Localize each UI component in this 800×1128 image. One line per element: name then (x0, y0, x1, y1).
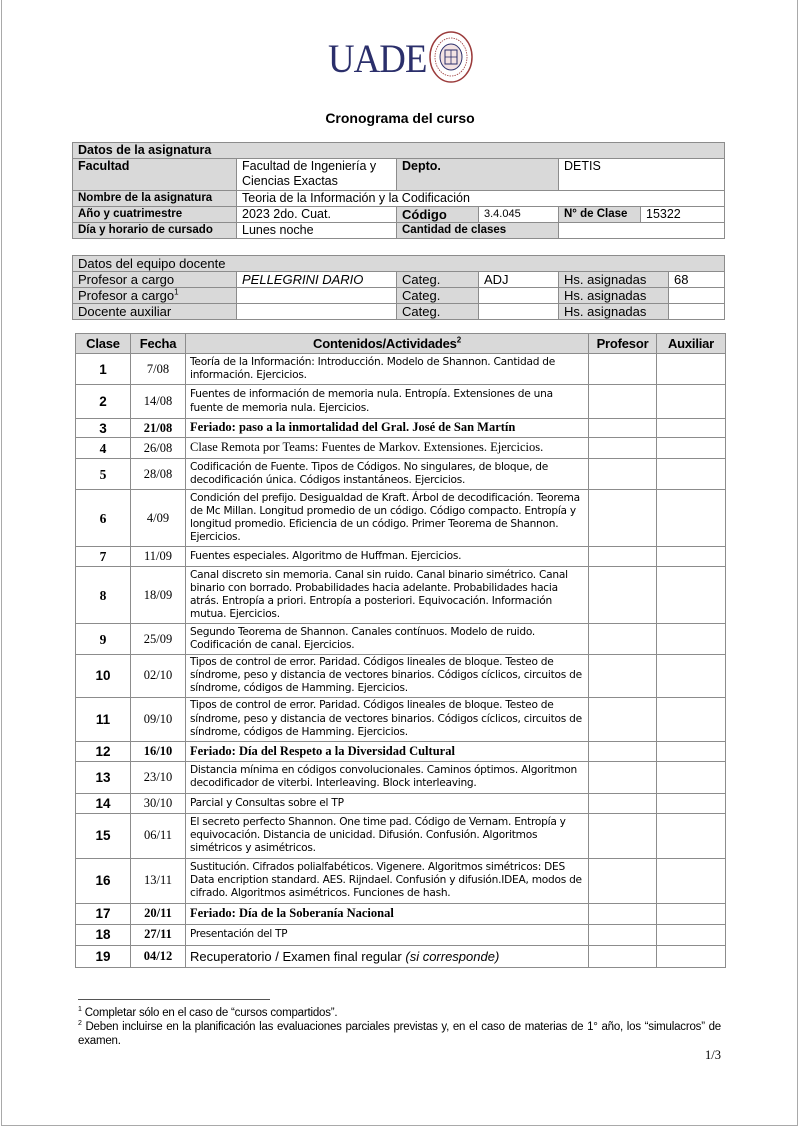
contenido-feriado: Feriado: Día de la Soberanía Nacional (186, 903, 589, 924)
table-row (76, 547, 726, 567)
categ-value (479, 304, 559, 320)
profesor-cell (589, 924, 657, 945)
contenido: Presentación del TP (186, 924, 589, 945)
hs-label: Hs. asignadas (559, 288, 669, 304)
footnote-1 (78, 1006, 721, 1020)
profesor-cell (589, 903, 657, 924)
categ-label: Categ. (397, 272, 479, 288)
table-row (76, 385, 726, 419)
profesor-cell (589, 813, 657, 858)
auxiliar-cell (657, 858, 726, 903)
fecha: 18/09 (131, 567, 186, 624)
hs-label: Hs. asignadas (559, 272, 669, 288)
contenido: Distancia mínima en códigos convolucionales. Caminos óptimos. Algoritmon decodificador de viterbi. Interleaving. Block interleaving. (186, 761, 589, 793)
auxiliar-cell (657, 697, 726, 741)
contenido: Fuentes especiales. Algoritmo de Huffman. Ejercicios. (186, 547, 589, 567)
col-header-contenidos-text: Contenidos/Actividades (313, 335, 457, 351)
profesor-cell (589, 547, 657, 567)
col-header-profesor: Profesor (589, 334, 657, 354)
footnote-mark: 1 (78, 1006, 82, 1014)
profesor-cell (589, 438, 657, 459)
equipo-docente-table (72, 255, 725, 320)
fecha: 11/09 (131, 547, 186, 567)
uade-logo (328, 28, 474, 88)
cantidad-label: Cantidad de clases (397, 223, 559, 239)
table-row (76, 903, 726, 924)
nombre-label: Nombre de la asignatura (73, 191, 237, 207)
categ-label: Categ. (397, 304, 479, 320)
contenido: El secreto perfecto Shannon. One time pad. Código de Vernam. Entropía y equivocación. Distancia de unicidad. Difusión. Confusión. Algoritmos simétricos y asimétricos. (186, 813, 589, 858)
fecha: 06/11 (131, 813, 186, 858)
contenido: Teoría de la Información: Introducción. Modelo de Shannon. Cantidad de información. Ejercicios. (186, 354, 589, 385)
profesor-cell (589, 385, 657, 419)
fecha: 28/08 (131, 459, 186, 490)
auxiliar-cell (657, 903, 726, 924)
profesor-cell (589, 459, 657, 490)
clase-number: 17 (76, 903, 131, 924)
profesor-cell (589, 419, 657, 438)
contenido-note: (si corresponde) (405, 948, 500, 964)
table-row (76, 438, 726, 459)
auxiliar-cell (657, 438, 726, 459)
dia-value: Lunes noche (237, 223, 397, 239)
codigo-value: 3.4.045 (479, 207, 559, 223)
university-seal-icon (428, 30, 474, 84)
profesor-cell (589, 490, 657, 547)
equipo-row (73, 272, 725, 288)
auxiliar-cell (657, 813, 726, 858)
auxiliar-cell (657, 741, 726, 761)
role-text: Profesor a cargo (78, 288, 175, 303)
fecha: 23/10 (131, 761, 186, 793)
page-title: Cronograma del curso (325, 110, 475, 126)
hs-value: 68 (669, 272, 725, 288)
table-row (76, 459, 726, 490)
table-row (76, 354, 726, 385)
contenido: Canal discreto sin memoria. Canal sin ruido. Canal binario simétrico. Canal binario con borrado. Probabilidades hacia adelante. Probabilidades hacia atrás. Entropía a priori. Entropía a posteriori. Equivocación. Información mutua. Ejercicios. (186, 567, 589, 624)
table-row (76, 567, 726, 624)
table-row (76, 858, 726, 903)
auxiliar-cell (657, 547, 726, 567)
teacher-name (237, 288, 397, 304)
table-row (76, 761, 726, 793)
table-row (76, 655, 726, 698)
table-row (76, 624, 726, 655)
fecha: 7/08 (131, 354, 186, 385)
footnote-separator (78, 999, 270, 1000)
contenido: Fuentes de información de memoria nula. Entropía. Extensiones de una fuente de memoria nula. Ejercicios. (186, 385, 589, 419)
contenido-feriado: Feriado: Día del Respeto a la Diversidad Cultural (186, 741, 589, 761)
footnote-text: Deben incluirse en la planificación las evaluaciones parciales previstas y, en el caso de materias de 1° año, los “simulacros” de examen. (78, 1021, 721, 1047)
footnote-mark: 2 (78, 1020, 82, 1028)
asignatura-section-title: Datos de la asignatura (73, 143, 725, 159)
table-row (76, 924, 726, 945)
table-row (76, 490, 726, 547)
footnote-ref: 2 (456, 335, 461, 345)
col-header-clase: Clase (76, 334, 131, 354)
equipo-section-title: Datos del equipo docente (73, 256, 725, 272)
contenido: Condición del prefijo. Desigualdad de Kraft. Árbol de decodificación. Teorema de Mc Millan. Longitud promedio de un código. Código compacto. Entropía y longitud promedio. Eficiencia de un código. Primer Teorema de Shannon. Ejercicios. (186, 490, 589, 547)
nclase-label: N° de Clase (559, 207, 641, 223)
profesor-cell (589, 945, 657, 967)
nclase-value: 15322 (641, 207, 725, 223)
facultad-value (237, 159, 397, 191)
contenido (186, 945, 589, 967)
logo-text: UADE (328, 35, 427, 81)
contenido: Sustitución. Cifrados polialfabéticos. Vigenere. Algoritmos simétricos: DES Data encription standard. AES. Rijndael. Confusión y difusión.IDEA, modos de cifrado. Algoritmos asimétricos. Funciones de hash. (186, 858, 589, 903)
profesor-cell (589, 761, 657, 793)
facultad-value-line2: Ciencias Exactas (242, 174, 338, 188)
clase-number: 5 (76, 459, 131, 490)
equipo-row (73, 288, 725, 304)
clase-number: 8 (76, 567, 131, 624)
clase-number: 18 (76, 924, 131, 945)
contenido-text: Recuperatorio / Examen final regular (190, 948, 402, 964)
footnote-ref: 1 (174, 287, 179, 297)
hs-label: Hs. asignadas (559, 304, 669, 320)
fecha: 21/08 (131, 419, 186, 438)
facultad-value-line1: Facultad de Ingeniería y (242, 159, 377, 173)
depto-label: Depto. (397, 159, 559, 191)
contenido: Segundo Teorema de Shannon. Canales contínuos. Modelo de ruido. Codificación de canal. Ejercicios. (186, 624, 589, 655)
fecha: 02/10 (131, 655, 186, 698)
auxiliar-cell (657, 924, 726, 945)
anio-label: Año y cuatrimestre (73, 207, 237, 223)
role-label: Profesor a cargo (73, 272, 237, 288)
nombre-value: Teoria de la Información y la Codificación (237, 191, 725, 207)
auxiliar-cell (657, 385, 726, 419)
fecha: 16/10 (131, 741, 186, 761)
teacher-name (237, 304, 397, 320)
clase-number: 11 (76, 697, 131, 741)
clase-number: 19 (76, 945, 131, 967)
cronograma-body (76, 354, 726, 968)
auxiliar-cell (657, 459, 726, 490)
contenido: Tipos de control de error. Paridad. Códigos lineales de bloque. Testeo de síndrome, peso y distancia de vectores binarios. Códigos cíclicos, circuitos de síndrome, códigos de Hamming. Ejercicios. (186, 697, 589, 741)
contenido-feriado: Feriado: paso a la inmortalidad del Gral. José de San Martín (186, 419, 589, 438)
clase-number: 9 (76, 624, 131, 655)
auxiliar-cell (657, 761, 726, 793)
clase-number: 10 (76, 655, 131, 698)
cronograma-table (75, 333, 726, 968)
hs-value (669, 288, 725, 304)
fecha: 27/11 (131, 924, 186, 945)
clase-number: 13 (76, 761, 131, 793)
profesor-cell (589, 655, 657, 698)
profesor-cell (589, 697, 657, 741)
auxiliar-cell (657, 354, 726, 385)
profesor-cell (589, 624, 657, 655)
col-header-fecha: Fecha (131, 334, 186, 354)
categ-value: ADJ (479, 272, 559, 288)
profesor-cell (589, 567, 657, 624)
footnote-2 (78, 1020, 721, 1048)
clase-number: 7 (76, 547, 131, 567)
footnote-text: Completar sólo en el caso de “cursos compartidos”. (81, 1007, 338, 1019)
contenido: Codificación de Fuente. Tipos de Códigos. No singulares, de bloque, de decodificación única. Códigos instantáneos. Ejercicios. (186, 459, 589, 490)
equipo-row (73, 304, 725, 320)
fecha: 4/09 (131, 490, 186, 547)
auxiliar-cell (657, 567, 726, 624)
clase-number: 6 (76, 490, 131, 547)
clase-number: 4 (76, 438, 131, 459)
clase-number: 16 (76, 858, 131, 903)
auxiliar-cell (657, 655, 726, 698)
clase-number: 12 (76, 741, 131, 761)
table-row (76, 697, 726, 741)
table-row (76, 793, 726, 813)
depto-value: DETIS (559, 159, 725, 191)
asignatura-table (72, 142, 725, 239)
fecha: 25/09 (131, 624, 186, 655)
table-row (76, 945, 726, 967)
col-header-contenidos (186, 334, 589, 354)
dia-label: Día y horario de cursado (73, 223, 237, 239)
fecha: 30/10 (131, 793, 186, 813)
role-label: Docente auxiliar (73, 304, 237, 320)
fecha: 13/11 (131, 858, 186, 903)
contenido: Clase Remota por Teams: Fuentes de Markov. Extensiones. Ejercicios. (186, 438, 589, 459)
clase-number: 14 (76, 793, 131, 813)
auxiliar-cell (657, 793, 726, 813)
cantidad-value (559, 223, 725, 239)
codigo-label: Código (397, 207, 479, 223)
clase-number: 3 (76, 419, 131, 438)
categ-label: Categ. (397, 288, 479, 304)
col-header-auxiliar: Auxiliar (657, 334, 726, 354)
profesor-cell (589, 354, 657, 385)
fecha: 26/08 (131, 438, 186, 459)
profesor-cell (589, 858, 657, 903)
clase-number: 2 (76, 385, 131, 419)
page-number: 1/3 (705, 1048, 721, 1062)
fecha: 14/08 (131, 385, 186, 419)
fecha: 20/11 (131, 903, 186, 924)
contenido: Parcial y Consultas sobre el TP (186, 793, 589, 813)
role-label (73, 288, 237, 304)
clase-number: 15 (76, 813, 131, 858)
facultad-label: Facultad (73, 159, 237, 191)
table-row (76, 741, 726, 761)
auxiliar-cell (657, 419, 726, 438)
auxiliar-cell (657, 624, 726, 655)
anio-value: 2023 2do. Cuat. (237, 207, 397, 223)
categ-value (479, 288, 559, 304)
teacher-name: PELLEGRINI DARIO (237, 272, 397, 288)
auxiliar-cell (657, 490, 726, 547)
contenido: Tipos de control de error. Paridad. Códigos lineales de bloque. Testeo de síndrome, peso y distancia de vectores binarios. Códigos cíclicos, circuitos de síndrome, códigos de Hamming. Ejercicios. (186, 655, 589, 698)
profesor-cell (589, 741, 657, 761)
fecha: 04/12 (131, 945, 186, 967)
clase-number: 1 (76, 354, 131, 385)
auxiliar-cell (657, 945, 726, 967)
table-row (76, 419, 726, 438)
hs-value (669, 304, 725, 320)
profesor-cell (589, 793, 657, 813)
fecha: 09/10 (131, 697, 186, 741)
table-row (76, 813, 726, 858)
